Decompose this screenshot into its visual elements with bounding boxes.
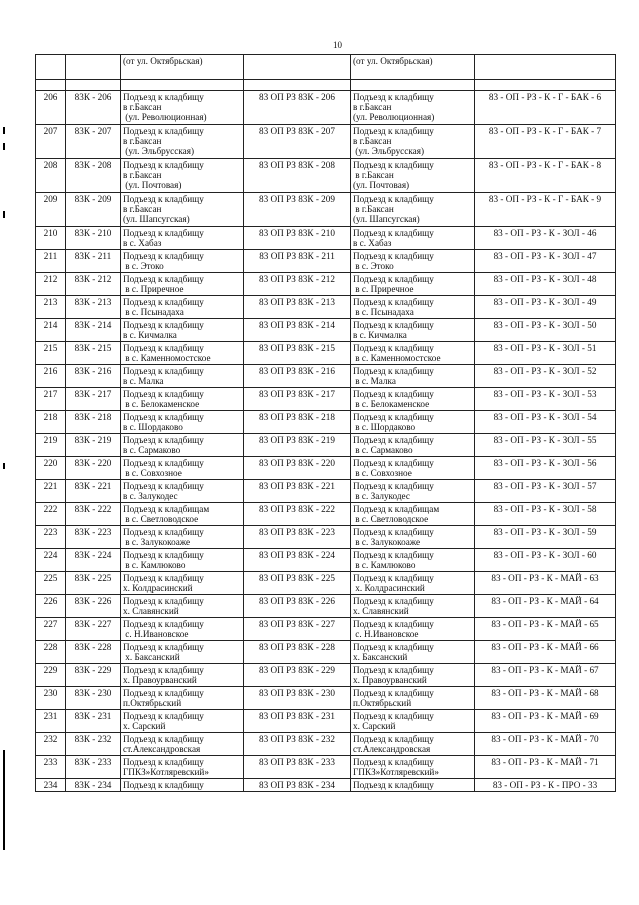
cell-code: 83К - 229 [66, 664, 121, 687]
cell-cls: 83 - ОП - РЗ - К - Г - БАК - 7 [475, 125, 616, 159]
table-row [36, 549, 616, 572]
cell-name2: Подъезд к кладбищу в с. Сармаково [351, 434, 475, 457]
cell-reg: 83 ОП РЗ 83К - 217 [244, 388, 351, 411]
cell-reg: 83 ОП РЗ 83К - 229 [244, 664, 351, 687]
table-row [36, 641, 616, 664]
cell-num: 230 [36, 687, 66, 710]
cell-name2: Подъезд к кладбищу х. Правоурванский [351, 664, 475, 687]
cell-name: Подъезд к кладбищу в с. Хабаз [121, 227, 244, 250]
table-row [36, 595, 616, 618]
cell-name: Подъезд к кладбищу в с. Совхозное [121, 457, 244, 480]
cell-name2: Подъезд к кладбищу в с. Залукодес [351, 480, 475, 503]
continued-row [36, 55, 616, 80]
table-row [36, 193, 616, 227]
cell-code: 83К - 228 [66, 641, 121, 664]
cell-cls: 83 - ОП - РЗ - К - ЗОЛ - 59 [475, 526, 616, 549]
cell-name: Подъезд к кладбищу в с. Залукокоаже [121, 526, 244, 549]
cell-name2: Подъезд к кладбищу в г.Баксан (ул. Шапсугская) [351, 193, 475, 227]
cell-name: Подъезд к кладбищу в с. Сармаково [121, 434, 244, 457]
cell-cls: 83 - ОП - РЗ - К - МАЙ - 63 [475, 572, 616, 595]
cell-code: 83К - 219 [66, 434, 121, 457]
cell-num: 216 [36, 365, 66, 388]
cell-name: (от ул. Октябрьская) [121, 55, 244, 80]
cell-num: 213 [36, 296, 66, 319]
cell-code: 83К - 211 [66, 250, 121, 273]
cell-code: 83К - 221 [66, 480, 121, 503]
cell-code: 83К - 207 [66, 125, 121, 159]
cell-num: 210 [36, 227, 66, 250]
table-row [36, 434, 616, 457]
cell-code: 83К - 206 [66, 91, 121, 125]
table-row [36, 273, 616, 296]
cell-name: Подъезд к кладбищу в с. Кичмалка [121, 319, 244, 342]
cell-cls: 83 - ОП - РЗ - К - ЗОЛ - 48 [475, 273, 616, 296]
cell-num: 234 [36, 779, 66, 792]
cell-num: 207 [36, 125, 66, 159]
cell-cls: 83 - ОП - РЗ - К - МАЙ - 68 [475, 687, 616, 710]
table-row [36, 296, 616, 319]
cell-reg: 83 ОП РЗ 83К - 230 [244, 687, 351, 710]
cell-name2: (от ул. Октябрьская) [351, 55, 475, 80]
cell-code: 83К - 214 [66, 319, 121, 342]
cell-code: 83К - 217 [66, 388, 121, 411]
margin-mark [3, 143, 5, 150]
cell-reg: 83 ОП РЗ 83К - 224 [244, 549, 351, 572]
cell-reg: 83 ОП РЗ 83К - 232 [244, 733, 351, 756]
cell-code: 83К - 224 [66, 549, 121, 572]
cell-cls: 83 - ОП - РЗ - К - ЗОЛ - 49 [475, 296, 616, 319]
cell-reg: 83 ОП РЗ 83К - 225 [244, 572, 351, 595]
cell-reg: 83 ОП РЗ 83К - 216 [244, 365, 351, 388]
margin-mark [3, 463, 5, 469]
cell-code: 83К - 226 [66, 595, 121, 618]
cell-cls [475, 55, 616, 80]
cell-cls: 83 - ОП - РЗ - К - Г - БАК - 6 [475, 91, 616, 125]
margin-mark [3, 127, 5, 134]
cell-name2: Подъезд к кладбищу с. Н.Ивановское [351, 618, 475, 641]
cell-name: Подъезд к кладбищам в с. Светловодское [121, 503, 244, 526]
table-row [36, 480, 616, 503]
cell-cls: 83 - ОП - РЗ - К - ЗОЛ - 57 [475, 480, 616, 503]
cell-num: 232 [36, 733, 66, 756]
cell-cls: 83 - ОП - РЗ - К - ЗОЛ - 52 [475, 365, 616, 388]
table-row [36, 618, 616, 641]
cell-code: 83К - 216 [66, 365, 121, 388]
cell-name2: Подъезд к кладбищам в с. Светловодское [351, 503, 475, 526]
cell-cls: 83 - ОП - РЗ - К - МАЙ - 66 [475, 641, 616, 664]
cell-code [66, 55, 121, 80]
cell-code: 83К - 231 [66, 710, 121, 733]
page-number: 10 [333, 40, 342, 50]
cell-name: Подъезд к кладбищу в г.Баксан (ул. Революционная) [121, 91, 244, 125]
cell-name2: Подъезд к кладбищу в с. Хабаз [351, 227, 475, 250]
cell-num: 209 [36, 193, 66, 227]
cell-num: 214 [36, 319, 66, 342]
cell-cls: 83 - ОП - РЗ - К - ЗОЛ - 54 [475, 411, 616, 434]
cell-cls: 83 - ОП - РЗ - К - ПРО - 33 [475, 779, 616, 792]
table-row [36, 572, 616, 595]
cell-name2: Подъезд к кладбищу в с. Приречное [351, 273, 475, 296]
cell-name: Подъезд к кладбищу в с. Залукодес [121, 480, 244, 503]
cell-cls: 83 - ОП - РЗ - К - ЗОЛ - 47 [475, 250, 616, 273]
cell-num: 208 [36, 159, 66, 193]
cell-num: 218 [36, 411, 66, 434]
cell-name2: Подъезд к кладбищу в с. Залукокоаже [351, 526, 475, 549]
cell-name: Подъезд к кладбищу в г.Баксан (ул. Почтовая) [121, 159, 244, 193]
cell-name: Подъезд к кладбищу [121, 779, 244, 792]
cell-cls: 83 - ОП - РЗ - К - ЗОЛ - 46 [475, 227, 616, 250]
cell-name: Подъезд к кладбищу в г.Баксан (ул. Шапсугская) [121, 193, 244, 227]
cell-num: 225 [36, 572, 66, 595]
cell-name: Подъезд к кладбищу с. Н.Ивановское [121, 618, 244, 641]
table-row [36, 687, 616, 710]
cell-code: 83К - 234 [66, 779, 121, 792]
cell-num: 217 [36, 388, 66, 411]
cell-num: 206 [36, 91, 66, 125]
table-row [36, 342, 616, 365]
table-row [36, 365, 616, 388]
cell-name2: Подъезд к кладбищу в с. Совхозное [351, 457, 475, 480]
cell-reg: 83 ОП РЗ 83К - 227 [244, 618, 351, 641]
cell-num: 219 [36, 434, 66, 457]
cell-name2: Подъезд к кладбищу х. Сарский [351, 710, 475, 733]
cell-name: Подъезд к кладбищу в с. Шордаково [121, 411, 244, 434]
cell-cls: 83 - ОП - РЗ - К - ЗОЛ - 58 [475, 503, 616, 526]
cell-name: Подъезд к кладбищу в с. Малка [121, 365, 244, 388]
table-row [36, 756, 616, 779]
cell-code: 83К - 212 [66, 273, 121, 296]
cell-num [36, 55, 66, 80]
cell-code: 83К - 225 [66, 572, 121, 595]
cell-name: Подъезд к кладбищу в с. Белокаменское [121, 388, 244, 411]
cell-cls: 83 - ОП - РЗ - К - Г - БАК - 9 [475, 193, 616, 227]
cell-name2: Подъезд к кладбищу в с. Малка [351, 365, 475, 388]
cell-cls: 83 - ОП - РЗ - К - ЗОЛ - 60 [475, 549, 616, 572]
cell-reg: 83 ОП РЗ 83К - 206 [244, 91, 351, 125]
table-row [36, 319, 616, 342]
cell-code: 83К - 213 [66, 296, 121, 319]
table-row [36, 159, 616, 193]
cell-reg: 83 ОП РЗ 83К - 221 [244, 480, 351, 503]
table-row [36, 526, 616, 549]
cell-num: 229 [36, 664, 66, 687]
cell-reg: 83 ОП РЗ 83К - 207 [244, 125, 351, 159]
cell-cls: 83 - ОП - РЗ - К - МАЙ - 70 [475, 733, 616, 756]
cell-num: 228 [36, 641, 66, 664]
cell-code: 83К - 209 [66, 193, 121, 227]
margin-mark [3, 211, 5, 218]
cell-reg: 83 ОП РЗ 83К - 219 [244, 434, 351, 457]
cell-reg: 83 ОП РЗ 83К - 231 [244, 710, 351, 733]
cell-name: Подъезд к кладбищу ст.Александровская [121, 733, 244, 756]
cell-code: 83К - 233 [66, 756, 121, 779]
table-row [36, 779, 616, 792]
cell-reg: 83 ОП РЗ 83К - 212 [244, 273, 351, 296]
cell-name: Подъезд к кладбищу х. Сарский [121, 710, 244, 733]
cell-cls: 83 - ОП - РЗ - К - МАЙ - 65 [475, 618, 616, 641]
cell-reg [244, 55, 351, 80]
cell-code: 83К - 222 [66, 503, 121, 526]
table-row [36, 710, 616, 733]
spacer-row [36, 80, 616, 91]
roads-table [35, 54, 616, 792]
cell-name: Подъезд к кладбищу х. Колдрасинский [121, 572, 244, 595]
cell-name2: Подъезд к кладбищу х. Славянский [351, 595, 475, 618]
cell-cls: 83 - ОП - РЗ - К - ЗОЛ - 55 [475, 434, 616, 457]
cell-cls: 83 - ОП - РЗ - К - Г - БАК - 8 [475, 159, 616, 193]
cell-reg: 83 ОП РЗ 83К - 208 [244, 159, 351, 193]
table-row [36, 388, 616, 411]
cell-num: 233 [36, 756, 66, 779]
cell-cls: 83 - ОП - РЗ - К - ЗОЛ - 51 [475, 342, 616, 365]
cell-num: 212 [36, 273, 66, 296]
cell-code: 83К - 220 [66, 457, 121, 480]
cell-reg: 83 ОП РЗ 83К - 218 [244, 411, 351, 434]
table-row [36, 91, 616, 125]
cell-cls: 83 - ОП - РЗ - К - МАЙ - 69 [475, 710, 616, 733]
cell-name2: Подъезд к кладбищу в с. Каменномостское [351, 342, 475, 365]
cell-reg: 83 ОП РЗ 83К - 215 [244, 342, 351, 365]
cell-reg: 83 ОП РЗ 83К - 213 [244, 296, 351, 319]
table-row [36, 227, 616, 250]
margin-mark [3, 750, 5, 850]
cell-name: Подъезд к кладбищу х. Славянский [121, 595, 244, 618]
cell-num: 221 [36, 480, 66, 503]
cell-num: 220 [36, 457, 66, 480]
cell-name: Подъезд к кладбищу в с. Псынадаха [121, 296, 244, 319]
table-row [36, 411, 616, 434]
cell-name: Подъезд к кладбищу х. Правоурванский [121, 664, 244, 687]
cell-name: Подъезд к кладбищу п.Октябрьский [121, 687, 244, 710]
cell-num: 222 [36, 503, 66, 526]
cell-name: Подъезд к кладбищу ГПКЗ»Котляревский» [121, 756, 244, 779]
cell-reg: 83 ОП РЗ 83К - 214 [244, 319, 351, 342]
cell-cls: 83 - ОП - РЗ - К - МАЙ - 67 [475, 664, 616, 687]
cell-cls: 83 - ОП - РЗ - К - ЗОЛ - 53 [475, 388, 616, 411]
cell-code: 83К - 208 [66, 159, 121, 193]
cell-name2: Подъезд к кладбищу в с. Белокаменское [351, 388, 475, 411]
cell-reg: 83 ОП РЗ 83К - 228 [244, 641, 351, 664]
cell-reg: 83 ОП РЗ 83К - 234 [244, 779, 351, 792]
cell-name2: Подъезд к кладбищу ст.Александровская [351, 733, 475, 756]
cell-reg: 83 ОП РЗ 83К - 211 [244, 250, 351, 273]
cell-cls: 83 - ОП - РЗ - К - ЗОЛ - 56 [475, 457, 616, 480]
table-row [36, 664, 616, 687]
table-row [36, 125, 616, 159]
cell-name2: Подъезд к кладбищу в с. Камлюково [351, 549, 475, 572]
cell-num: 211 [36, 250, 66, 273]
cell-name: Подъезд к кладбищу в с. Этоко [121, 250, 244, 273]
cell-reg: 83 ОП РЗ 83К - 226 [244, 595, 351, 618]
cell-num: 227 [36, 618, 66, 641]
cell-code: 83К - 230 [66, 687, 121, 710]
cell-name: Подъезд к кладбищу в с. Каменномостское [121, 342, 244, 365]
cell-name2: Подъезд к кладбищу в г.Баксан (ул. Эльбрусская) [351, 125, 475, 159]
cell-name2: Подъезд к кладбищу в с. Шордаково [351, 411, 475, 434]
cell-name2: Подъезд к кладбищу п.Октябрьский [351, 687, 475, 710]
cell-name2: Подъезд к кладбищу [351, 779, 475, 792]
cell-cls: 83 - ОП - РЗ - К - МАЙ - 64 [475, 595, 616, 618]
cell-code: 83К - 232 [66, 733, 121, 756]
cell-reg: 83 ОП РЗ 83К - 210 [244, 227, 351, 250]
cell-reg: 83 ОП РЗ 83К - 220 [244, 457, 351, 480]
table-row [36, 250, 616, 273]
cell-name2: Подъезд к кладбищу х. Колдрасинский [351, 572, 475, 595]
cell-reg: 83 ОП РЗ 83К - 233 [244, 756, 351, 779]
cell-cls: 83 - ОП - РЗ - К - ЗОЛ - 50 [475, 319, 616, 342]
cell-num: 223 [36, 526, 66, 549]
cell-name2: Подъезд к кладбищу х. Баксанский [351, 641, 475, 664]
cell-num: 224 [36, 549, 66, 572]
cell-num: 226 [36, 595, 66, 618]
cell-name: Подъезд к кладбищу в с. Камлюково [121, 549, 244, 572]
cell-name2: Подъезд к кладбищу ГПКЗ»Котляревский» [351, 756, 475, 779]
cell-code: 83К - 215 [66, 342, 121, 365]
cell-reg: 83 ОП РЗ 83К - 209 [244, 193, 351, 227]
cell-reg: 83 ОП РЗ 83К - 222 [244, 503, 351, 526]
cell-code: 83К - 210 [66, 227, 121, 250]
cell-name: Подъезд к кладбищу х. Баксанский [121, 641, 244, 664]
cell-name: Подъезд к кладбищу в с. Приречное [121, 273, 244, 296]
cell-name2: Подъезд к кладбищу в г.Баксан (ул. Почтовая) [351, 159, 475, 193]
cell-code: 83К - 218 [66, 411, 121, 434]
cell-name: Подъезд к кладбищу в г.Баксан (ул. Эльбрусская) [121, 125, 244, 159]
table-row [36, 503, 616, 526]
cell-code: 83К - 223 [66, 526, 121, 549]
cell-reg: 83 ОП РЗ 83К - 223 [244, 526, 351, 549]
cell-name2: Подъезд к кладбищу в с. Этоко [351, 250, 475, 273]
cell-name2: Подъезд к кладбищу в г.Баксан (ул. Революционная) [351, 91, 475, 125]
table-row [36, 457, 616, 480]
table-row [36, 733, 616, 756]
cell-name2: Подъезд к кладбищу в с. Кичмалка [351, 319, 475, 342]
cell-num: 215 [36, 342, 66, 365]
cell-code: 83К - 227 [66, 618, 121, 641]
cell-name2: Подъезд к кладбищу в с. Псынадаха [351, 296, 475, 319]
cell-num: 231 [36, 710, 66, 733]
cell-cls: 83 - ОП - РЗ - К - МАЙ - 71 [475, 756, 616, 779]
